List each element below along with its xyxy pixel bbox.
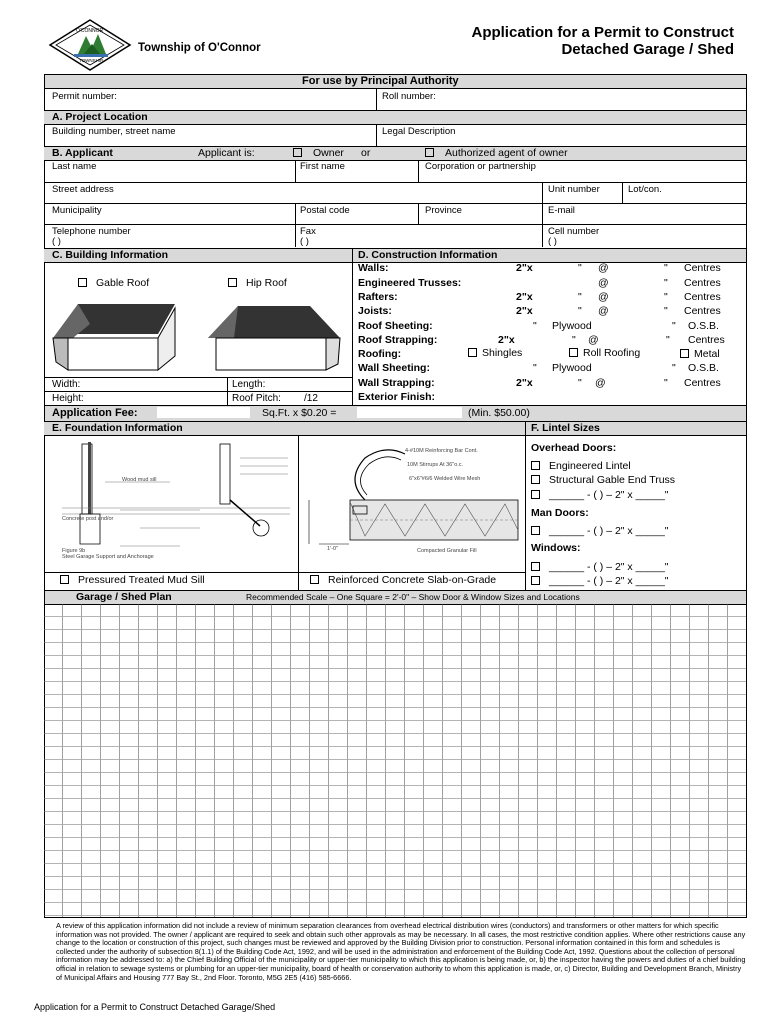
man-door-lintel-size[interactable] xyxy=(531,525,669,538)
diagram2-label-rebar: 4-#10M Reinforcing Bar Cont. xyxy=(405,448,478,454)
plan-grid[interactable] xyxy=(44,604,746,917)
owner-label: Owner xyxy=(313,147,344,159)
plan-scale-note: Recommended Scale – One Square = 2'-0" – Show Door & Window Sizes and Locations xyxy=(246,592,580,602)
cell-field[interactable]: Cell number xyxy=(548,226,600,237)
window-lintel-blank-2: ______ - ( ) – 2" x _____" xyxy=(549,575,669,587)
form-title-line2: Detached Garage / Shed xyxy=(561,41,734,58)
fax-paren: ( ) xyxy=(300,236,309,247)
street-address-field[interactable]: Street address xyxy=(52,184,114,195)
township-name: Township of O'Connor xyxy=(138,42,261,54)
gable-roof-checkbox[interactable] xyxy=(78,278,87,287)
diagram1-label-post: Concrete post and/or xyxy=(62,516,114,522)
roof-sheeting-osb[interactable]: O.S.B. xyxy=(688,320,719,332)
application-fee-label: Application Fee: xyxy=(52,407,138,419)
roofing-label: Roofing: xyxy=(358,348,402,360)
man-door-lintel-checkbox[interactable] xyxy=(531,526,540,535)
construction-row-q2: " xyxy=(664,305,668,317)
construction-row-end: Centres xyxy=(684,291,721,303)
metal-label: Metal xyxy=(694,348,720,360)
section-b-heading: B. Applicant xyxy=(52,147,113,159)
hip-roof-illustration xyxy=(204,294,344,372)
hip-roof-label: Hip Roof xyxy=(246,277,287,289)
roof-sheeting-plywood[interactable]: Plywood xyxy=(552,320,592,332)
section-d-heading: D. Construction Information xyxy=(358,249,498,261)
wall-strapping-at: @ xyxy=(595,377,606,389)
diagram2-label-mesh: 6"x6"#6/6 Welded Wire Mesh xyxy=(409,476,481,482)
construction-row-at: @ xyxy=(598,291,609,303)
authority-heading: For use by Principal Authority xyxy=(302,75,459,87)
construction-row-end: Centres xyxy=(684,305,721,317)
roof-pitch-field[interactable]: Roof Pitch: xyxy=(232,393,281,404)
section-ef-header xyxy=(44,421,746,436)
overhead-doors-label: Overhead Doors: xyxy=(531,442,617,454)
wall-strapping-label: Wall Strapping: xyxy=(358,377,435,389)
slab-option[interactable] xyxy=(310,574,496,587)
windows-label: Windows: xyxy=(531,542,581,554)
roll-roofing-option[interactable] xyxy=(569,347,640,360)
roll-roofing-label: Roll Roofing xyxy=(583,347,641,359)
window-lintel-size-2[interactable] xyxy=(531,575,669,588)
form-title-line1: Application for a Permit to Construct xyxy=(471,24,734,41)
fee-amount-box[interactable] xyxy=(157,407,250,418)
wall-strapping-quote-2: " xyxy=(664,377,668,389)
construction-row-q1: " xyxy=(578,305,582,317)
window-lintel-blank-1: ______ - ( ) – 2" x _____" xyxy=(549,561,669,573)
window-lintel-checkbox-2[interactable] xyxy=(531,576,540,585)
construction-row-at: @ xyxy=(598,262,609,274)
fee-rate: Sq.Ft. x $0.20 = xyxy=(262,407,337,419)
or-label: or xyxy=(361,147,371,159)
section-b-header xyxy=(44,146,746,161)
construction-row-q2: " xyxy=(664,262,668,274)
exterior-finish-label: Exterior Finish: xyxy=(358,391,436,403)
section-a-header xyxy=(44,110,746,125)
length-field[interactable]: Length: xyxy=(232,379,266,390)
engineered-lintel-option[interactable] xyxy=(531,460,631,473)
slab-diagram xyxy=(305,440,521,570)
shingles-checkbox[interactable] xyxy=(468,348,477,357)
man-door-lintel-blank: ______ - ( ) – 2" x _____" xyxy=(549,525,669,537)
telephone-field[interactable]: Telephone number xyxy=(52,226,131,237)
unit-number-field[interactable]: Unit number xyxy=(548,184,600,195)
construction-row-at: @ xyxy=(598,305,609,317)
construction-row-size[interactable]: 2"x xyxy=(516,305,533,317)
last-name-field[interactable]: Last name xyxy=(52,161,97,172)
first-name-field[interactable]: First name xyxy=(300,161,345,172)
gable-truss-checkbox[interactable] xyxy=(531,475,540,484)
hip-roof-option[interactable] xyxy=(228,277,287,290)
mud-sill-label: Pressured Treated Mud Sill xyxy=(78,574,205,586)
section-e-heading: E. Foundation Information xyxy=(52,422,183,434)
wall-strapping-size[interactable]: 2"x xyxy=(516,377,533,389)
roof-sheeting-label: Roof Sheeting: xyxy=(358,320,433,332)
fax-field[interactable]: Fax xyxy=(300,226,316,237)
roof-sheeting-quote: " xyxy=(533,320,537,332)
roll-number-field[interactable]: Roll number: xyxy=(382,91,436,102)
diagram2-label-dimension: 1'-0" xyxy=(327,546,338,552)
roof-strapping-label: Roof Strapping: xyxy=(358,334,438,346)
gable-truss-label: Structural Gable End Truss xyxy=(549,474,676,486)
postal-code-field[interactable]: Postal code xyxy=(300,205,350,216)
diagram2-label-stirrups: 10M Stirrups At 36"o.c. xyxy=(407,462,464,468)
roof-sheeting-quote-2: " xyxy=(672,320,676,332)
footer-document-title: Application for a Permit to Construct Detached Garage/Shed xyxy=(34,1002,276,1012)
roof-strapping-quote-2: " xyxy=(666,334,670,346)
engineered-lintel-checkbox[interactable] xyxy=(531,461,540,470)
overhead-lintel-checkbox[interactable] xyxy=(531,490,540,499)
mud-sill-checkbox[interactable] xyxy=(60,575,69,584)
window-lintel-checkbox-1[interactable] xyxy=(531,562,540,571)
owner-checkbox[interactable] xyxy=(293,148,302,157)
engineered-lintel-label: Engineered Lintel xyxy=(549,460,631,472)
section-cd-header xyxy=(44,248,746,263)
diagram2-label-fill: Compacted Granular Fill xyxy=(417,548,477,554)
construction-row-label: Joists: xyxy=(358,305,392,317)
logo-text-top: O'CONNOR xyxy=(76,28,104,34)
privacy-notice: A review of this application information did not include a review of minimum separation clearances from overhead electrical distribution wires (conductors) and transformers or other matters for which specific information was not provided. The owner / applicant are required to seek and obtain such other approvals as may be necessary. In all cases, the most restrictive condition applies. Where other restrictions cause any change to the location or construction of this project, such changes must be reviewed and approved by the Building Division prior to construction. Personal information contained in this form and schedules is collected under the authority of subsection 8(1.1) of the Building Code Act, 1992, and will be used in the administration and enforcement of the Building Code Act, 1992. Questions about the collection of personal information may be addressed to: a) the Chief Building Official of the municipality or upper-tier municipality to which this application is being made, or, b) the inspector having the powers and duties of a chief building official in relation to sewage systems or plumbing for an upper-tier municipality, board of health or conservation authority to whom this application is made, or, c) Director, Building and Development Branch, Ministry of Municipal Affairs and Housing 777 Bay St., 2nd Floor. Toronto, M5G 2E5 (416) 585-6666. xyxy=(56,921,746,982)
construction-row-label: Walls: xyxy=(358,262,389,274)
wall-sheeting-label: Wall Sheeting: xyxy=(358,362,430,374)
gable-roof-option[interactable] xyxy=(78,277,149,290)
man-doors-label: Man Doors: xyxy=(531,507,589,519)
wall-sheeting-osb[interactable]: O.S.B. xyxy=(688,362,719,374)
overhead-lintel-size[interactable] xyxy=(531,489,669,502)
wall-sheeting-quote-2: " xyxy=(672,362,676,374)
roll-roofing-checkbox[interactable] xyxy=(569,348,578,357)
email-field[interactable]: E-mail xyxy=(548,205,575,216)
township-logo xyxy=(48,18,132,72)
construction-row-q1: " xyxy=(578,291,582,303)
gable-truss-option[interactable] xyxy=(531,474,675,487)
corporation-field[interactable]: Corporation or partnership xyxy=(425,161,536,172)
construction-row-q2: " xyxy=(664,291,668,303)
window-lintel-size-1[interactable] xyxy=(531,561,669,574)
roof-strapping-at: @ xyxy=(588,334,599,346)
metal-checkbox[interactable] xyxy=(680,349,689,358)
shingles-option[interactable] xyxy=(468,347,522,360)
roof-pitch-value: /12 xyxy=(304,393,318,404)
owner-option[interactable] xyxy=(293,147,344,160)
section-c-heading: C. Building Information xyxy=(52,249,169,261)
wall-sheeting-quote: " xyxy=(533,362,537,374)
mud-sill-option[interactable] xyxy=(60,574,205,587)
agent-checkbox[interactable] xyxy=(425,148,434,157)
plan-heading: Garage / Shed Plan xyxy=(76,591,172,603)
construction-row-q1: " xyxy=(578,262,582,274)
roof-strapping-centres: Centres xyxy=(688,334,725,346)
applicant-is-label: Applicant is: xyxy=(198,147,255,159)
wall-sheeting-plywood[interactable]: Plywood xyxy=(552,362,592,374)
wall-strapping-quote: " xyxy=(578,377,582,389)
height-field[interactable]: Height: xyxy=(52,393,84,404)
construction-row-q2: " xyxy=(664,277,668,289)
roof-strapping-quote: " xyxy=(572,334,576,346)
construction-row-at: @ xyxy=(598,277,609,289)
roof-strapping-size[interactable]: 2"x xyxy=(498,334,515,346)
shingles-label: Shingles xyxy=(482,347,523,359)
building-number-field[interactable]: Building number, street name xyxy=(52,126,176,137)
section-f-heading: F. Lintel Sizes xyxy=(531,422,600,434)
diagram1-label-caption: Steel Garage Support and Anchorage xyxy=(62,554,154,560)
construction-row-label: Engineered Trusses: xyxy=(358,277,462,289)
hip-roof-checkbox[interactable] xyxy=(228,278,237,287)
construction-row-size[interactable]: 2"x xyxy=(516,262,533,274)
diagram1-label-mud-sill: Wood mud sill xyxy=(122,477,157,483)
telephone-paren: ( ) xyxy=(52,236,61,247)
legal-description-field[interactable]: Legal Description xyxy=(382,126,456,137)
gable-roof-illustration xyxy=(50,294,185,372)
lot-con-field[interactable]: Lot/con. xyxy=(628,184,662,195)
wall-strapping-centres: Centres xyxy=(684,377,721,389)
diagram1-label-figure: Figure 9b xyxy=(62,548,86,554)
permit-number-field[interactable]: Permit number: xyxy=(52,91,117,102)
construction-row-end: Centres xyxy=(684,277,721,289)
overhead-lintel-blank: ______ - ( ) – 2" x _____" xyxy=(549,489,669,501)
width-field[interactable]: Width: xyxy=(52,379,81,390)
section-a-heading: A. Project Location xyxy=(52,111,148,123)
cell-paren: ( ) xyxy=(548,236,557,247)
fee-minimum: (Min. $50.00) xyxy=(468,407,530,419)
municipality-field[interactable]: Municipality xyxy=(52,205,102,216)
slab-checkbox[interactable] xyxy=(310,575,319,584)
gable-roof-label: Gable Roof xyxy=(96,277,150,289)
construction-row-size[interactable]: 2"x xyxy=(516,291,533,303)
construction-row-end: Centres xyxy=(684,262,721,274)
province-field[interactable]: Province xyxy=(425,205,462,216)
agent-label: Authorized agent of owner xyxy=(445,147,568,159)
mud-sill-diagram xyxy=(60,440,292,570)
fee-total-box[interactable] xyxy=(357,407,462,418)
agent-option[interactable] xyxy=(425,147,568,160)
slab-label: Reinforced Concrete Slab-on-Grade xyxy=(328,574,497,586)
metal-option[interactable] xyxy=(680,348,720,361)
logo-text-bottom: TOWNSHIP xyxy=(79,58,104,63)
construction-row-label: Rafters: xyxy=(358,291,398,303)
